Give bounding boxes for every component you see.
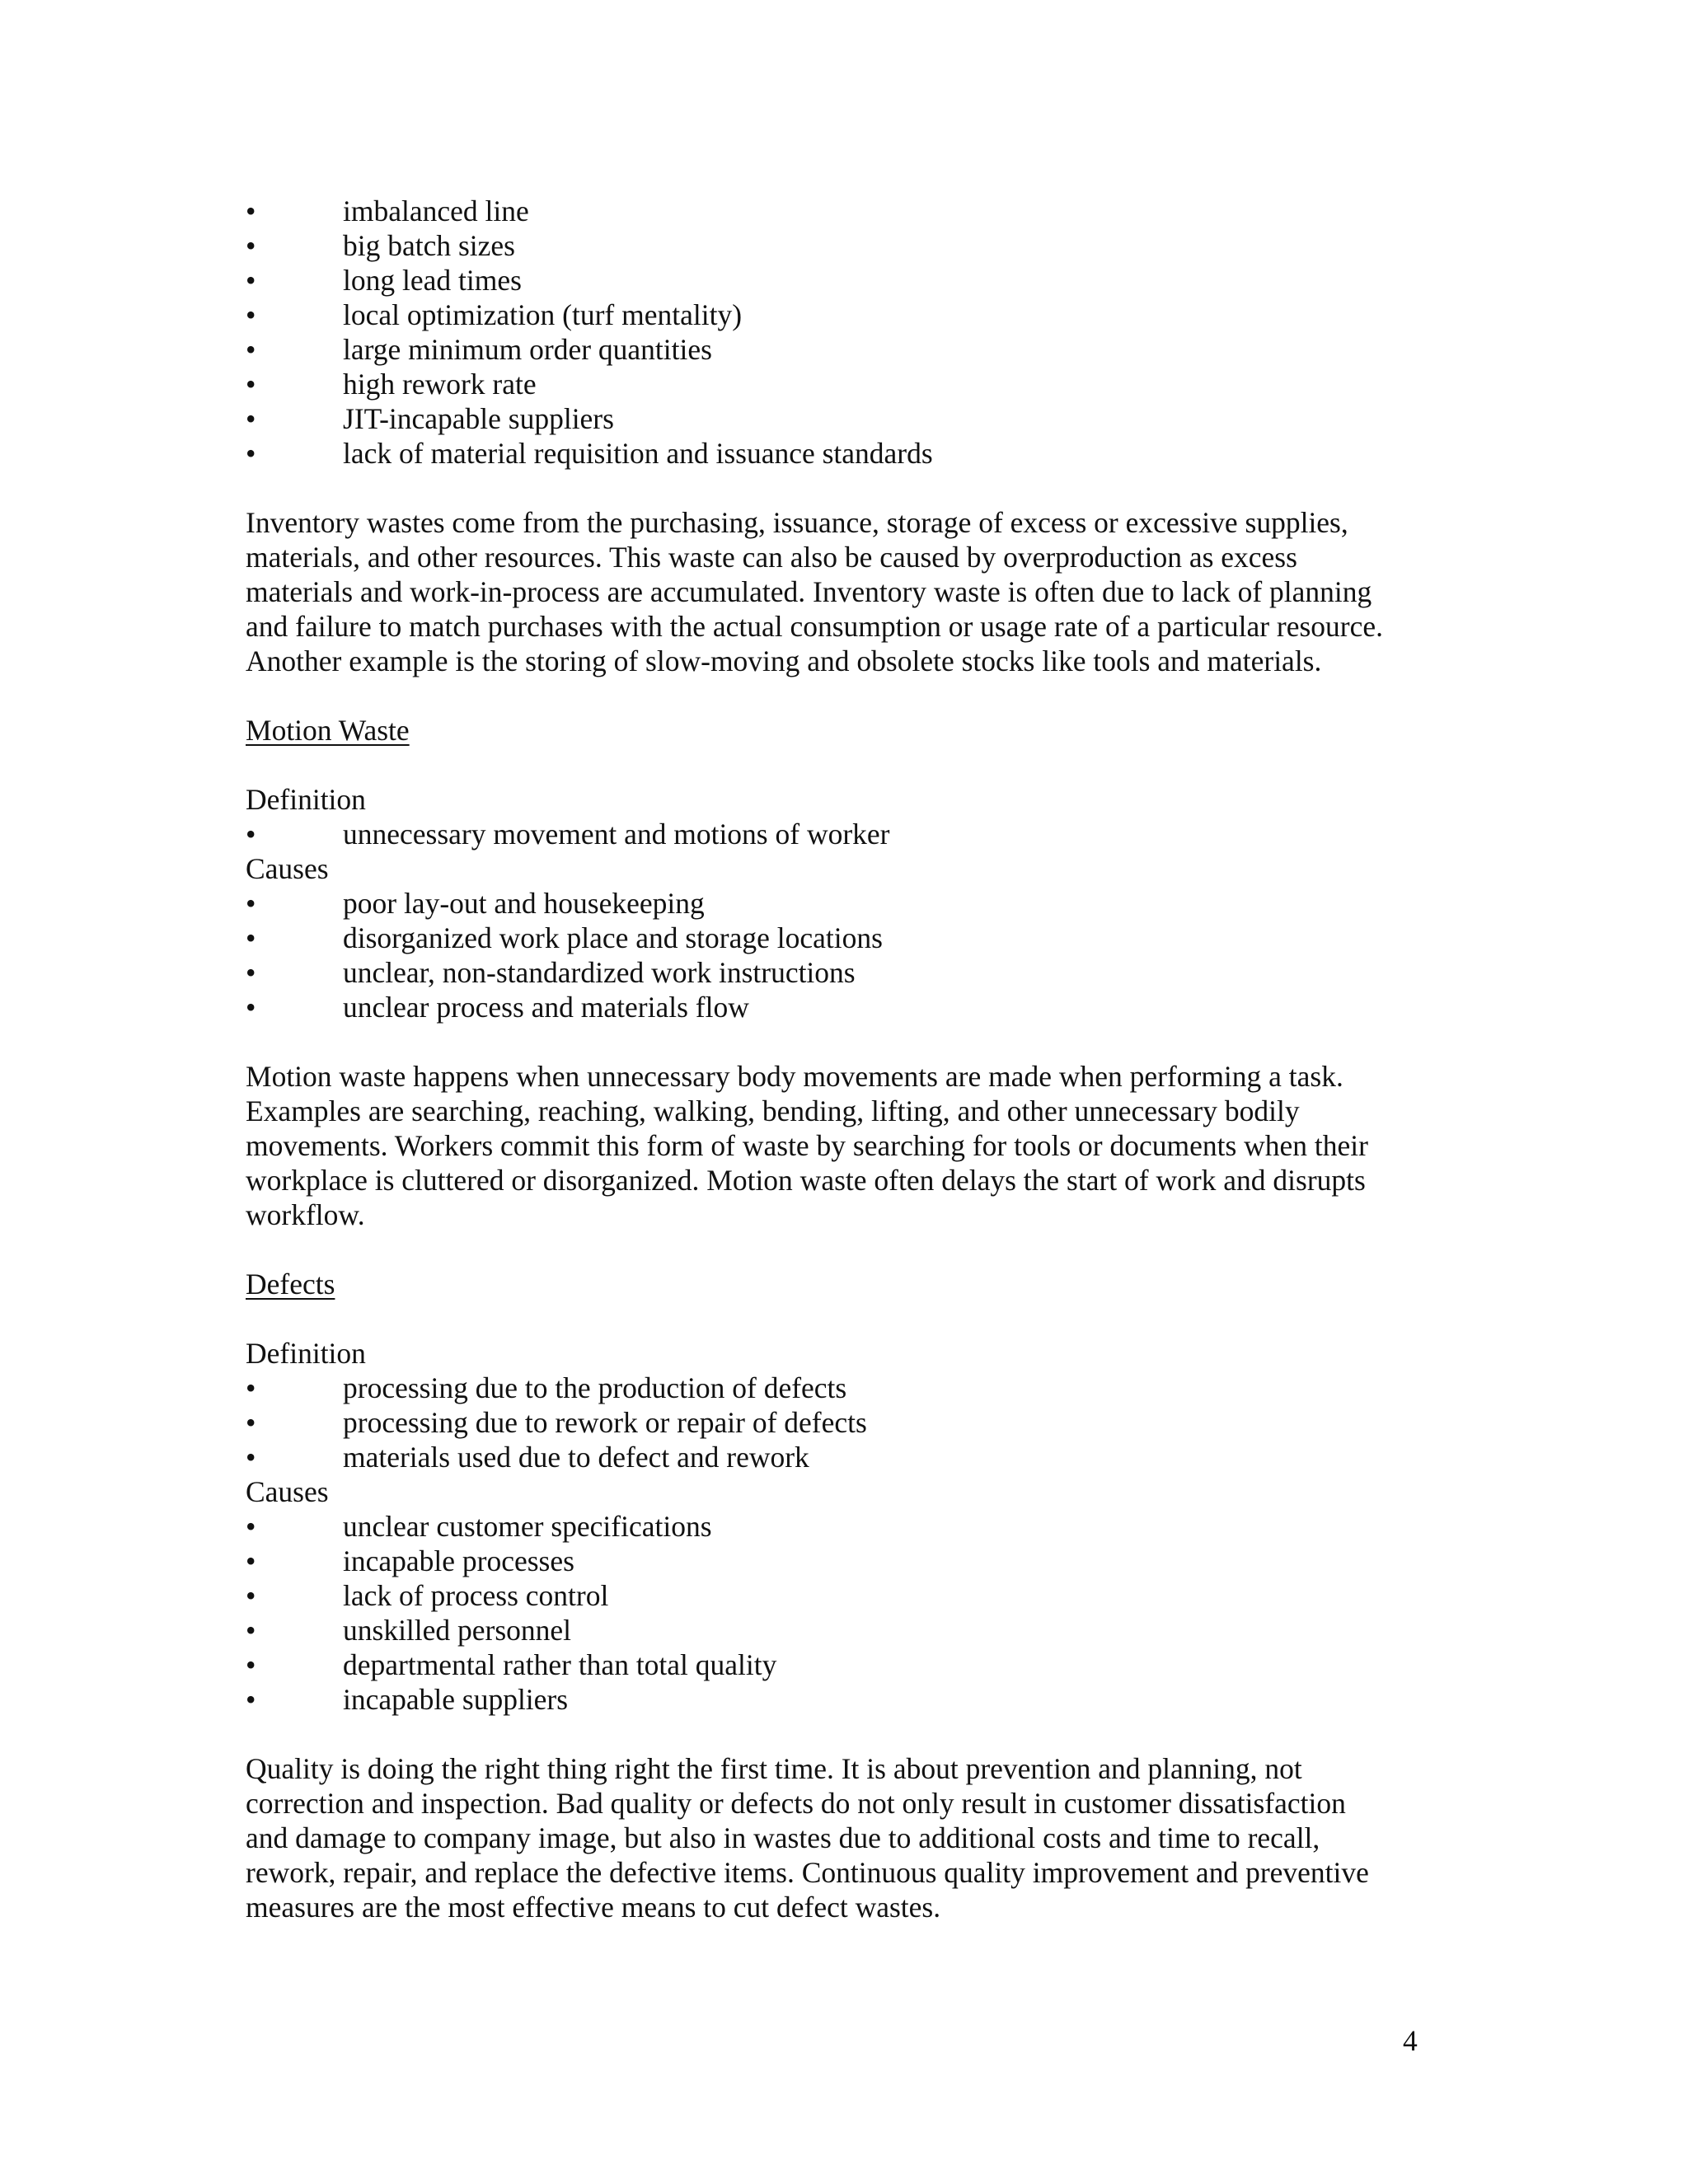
paragraph-line: Examples are searching, reaching, walking, bending, lifting, and other unnecessary bodily [246, 1094, 1300, 1127]
bullet-icon: • [246, 402, 256, 435]
bullet-icon: • [246, 229, 256, 262]
list-item [246, 1682, 1449, 1717]
paragraph-line: rework, repair, and replace the defective items. Continuous quality improvement and preventive [246, 1856, 1369, 1889]
top-bullet-list [246, 194, 1449, 471]
list-item-text: unnecessary movement and motions of worker [343, 818, 890, 851]
paragraph-line: workflow. [246, 1198, 365, 1231]
list-item-text: unskilled personnel [343, 1614, 572, 1647]
causes-label: Causes [246, 852, 329, 885]
list-item-text: disorganized work place and storage locations [343, 921, 883, 954]
list-item-text: processing due to the production of defects [343, 1371, 847, 1404]
list-item-text: materials used due to defect and rework [343, 1441, 809, 1474]
definition-label: Definition [246, 783, 366, 816]
list-item [246, 436, 1449, 471]
list-item [246, 263, 1449, 298]
page-content [246, 194, 1449, 1924]
paragraph-line: and failure to match purchases with the actual consumption or usage rate of a particular resource. [246, 610, 1384, 643]
list-item-text: unclear, non-standardized work instructions [343, 956, 856, 989]
list-item-text: processing due to rework or repair of defects [343, 1406, 867, 1439]
bullet-icon: • [246, 1406, 256, 1439]
bullet-icon: • [246, 887, 256, 920]
bullet-icon: • [246, 1614, 256, 1647]
spacer [246, 748, 1449, 782]
list-item-text: high rework rate [343, 368, 537, 401]
motion-waste-paragraph [246, 1059, 1449, 1232]
list-item [246, 332, 1449, 367]
list-item [246, 1544, 1449, 1578]
bullet-icon: • [246, 991, 256, 1024]
bullet-icon: • [246, 1579, 256, 1612]
paragraph-line: materials, and other resources. This waste can also be caused by overproduction as excess [246, 541, 1297, 574]
list-item-text: departmental rather than total quality [343, 1648, 777, 1681]
paragraph-line: Another example is the storing of slow-moving and obsolete stocks like tools and materials. [246, 644, 1322, 677]
list-item [246, 921, 1449, 955]
paragraph-line: correction and inspection. Bad quality or defects do not only result in customer dissatisfaction [246, 1787, 1346, 1820]
section-heading-motion-waste [246, 713, 1449, 748]
bullet-icon: • [246, 1683, 256, 1716]
list-item [246, 1440, 1449, 1474]
list-item [246, 1509, 1449, 1544]
list-item-text: unclear customer specifications [343, 1510, 712, 1543]
list-item [246, 1578, 1449, 1613]
list-item-text: long lead times [343, 264, 522, 297]
bullet-icon: • [246, 956, 256, 989]
bullet-icon: • [246, 298, 256, 331]
causes-label: Causes [246, 1475, 329, 1508]
bullet-icon: • [246, 194, 256, 227]
list-item [246, 1647, 1449, 1682]
list-item [246, 1371, 1449, 1405]
paragraph-line: measures are the most effective means to cut defect wastes. [246, 1891, 941, 1924]
spacer [246, 678, 1449, 713]
paragraph-line: materials and work-in-process are accumulated. Inventory waste is often due to lack of planning [246, 575, 1372, 608]
bullet-icon: • [246, 333, 256, 366]
spacer [246, 1301, 1449, 1336]
definition-label: Definition [246, 1337, 366, 1370]
bullet-icon: • [246, 818, 256, 851]
list-item [246, 886, 1449, 921]
spacer [246, 1232, 1449, 1267]
list-item [246, 194, 1449, 228]
spacer [246, 1717, 1449, 1751]
list-item [246, 955, 1449, 990]
page-number: 4 [1403, 2024, 1418, 2057]
list-item-text: incapable processes [343, 1544, 574, 1577]
list-item [246, 401, 1449, 436]
list-item [246, 990, 1449, 1024]
heading-text: Defects [246, 1268, 335, 1301]
section-heading-defects [246, 1267, 1449, 1301]
bullet-icon: • [246, 437, 256, 470]
list-item-text: large minimum order quantities [343, 333, 712, 366]
quality-paragraph [246, 1751, 1449, 1924]
spacer [246, 1024, 1449, 1059]
paragraph-line: and damage to company image, but also in wastes due to additional costs and time to recall, [246, 1821, 1320, 1854]
list-item-text: incapable suppliers [343, 1683, 569, 1716]
list-item [246, 228, 1449, 263]
bullet-icon: • [246, 1510, 256, 1543]
list-item-text: unclear process and materials flow [343, 991, 749, 1024]
paragraph-line: Motion waste happens when unnecessary body movements are made when performing a task. [246, 1060, 1343, 1093]
paragraph-line: Inventory wastes come from the purchasing, issuance, storage of excess or excessive supplies, [246, 506, 1348, 539]
heading-text: Motion Waste [246, 714, 410, 747]
list-item-text: big batch sizes [343, 229, 515, 262]
list-item [246, 817, 1449, 851]
list-item-text: JIT-incapable suppliers [343, 402, 614, 435]
bullet-icon: • [246, 1648, 256, 1681]
list-item [246, 1613, 1449, 1647]
bullet-icon: • [246, 1371, 256, 1404]
list-item-text: poor lay-out and housekeeping [343, 887, 705, 920]
paragraph-line: Quality is doing the right thing right the first time. It is about prevention and planning, not [246, 1752, 1302, 1785]
bullet-icon: • [246, 921, 256, 954]
list-item [246, 298, 1449, 332]
inventory-paragraph [246, 505, 1449, 678]
list-item-text: imbalanced line [343, 194, 529, 227]
bullet-icon: • [246, 264, 256, 297]
list-item [246, 367, 1449, 401]
list-item [246, 1405, 1449, 1440]
list-item-text: lack of process control [343, 1579, 609, 1612]
spacer [246, 471, 1449, 505]
paragraph-line: movements. Workers commit this form of waste by searching for tools or documents when their [246, 1129, 1368, 1162]
bullet-icon: • [246, 1544, 256, 1577]
bullet-icon: • [246, 368, 256, 401]
bullet-icon: • [246, 1441, 256, 1474]
list-item-text: local optimization (turf mentality) [343, 298, 743, 331]
paragraph-line: workplace is cluttered or disorganized. Motion waste often delays the start of work and disrupts [246, 1164, 1366, 1197]
list-item-text: lack of material requisition and issuance standards [343, 437, 933, 470]
